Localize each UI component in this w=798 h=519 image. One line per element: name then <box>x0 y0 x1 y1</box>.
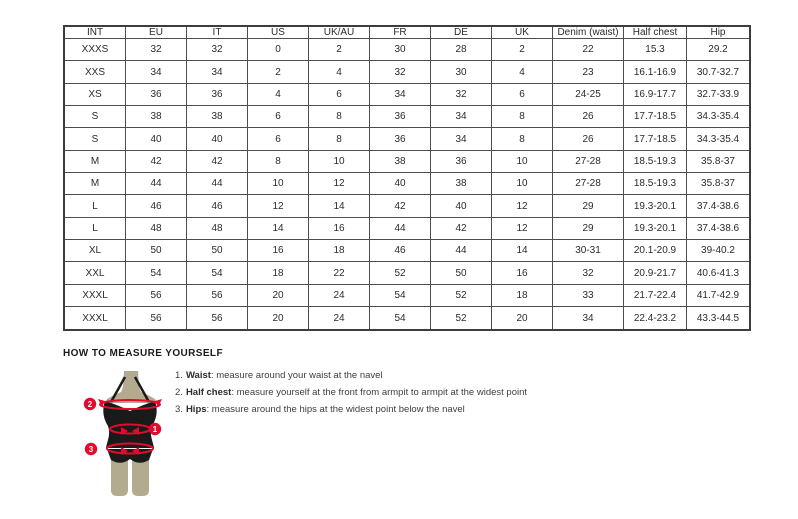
table-cell: 12 <box>248 195 309 217</box>
table-cell: 4 <box>248 83 309 105</box>
table-row <box>64 284 750 306</box>
table-cell: 10 <box>309 150 370 172</box>
table-cell: 48 <box>126 217 187 239</box>
table-cell: XXS <box>64 61 126 83</box>
table-cell: 8 <box>309 128 370 150</box>
table-cell: XXXS <box>64 39 126 61</box>
table-cell: 32 <box>370 61 431 83</box>
table-cell: 6 <box>492 83 553 105</box>
table-cell: 14 <box>309 195 370 217</box>
table-cell: 4 <box>309 61 370 83</box>
table-cell: 38 <box>187 106 248 128</box>
table-cell: 8 <box>248 150 309 172</box>
table-cell: 16.9-17.7 <box>624 83 687 105</box>
table-cell: 14 <box>248 217 309 239</box>
table-cell: 52 <box>370 262 431 284</box>
table-cell: 40 <box>126 128 187 150</box>
table-cell: 37.4-38.6 <box>687 195 751 217</box>
table-cell: 29 <box>553 217 624 239</box>
table-cell: 16 <box>492 262 553 284</box>
table-cell: 22 <box>553 39 624 61</box>
table-row <box>64 39 750 61</box>
table-cell: 17.7-18.5 <box>624 128 687 150</box>
table-cell: 40 <box>431 195 492 217</box>
table-cell: 20 <box>248 307 309 330</box>
table-cell: 32 <box>553 262 624 284</box>
table-cell: 39-40.2 <box>687 240 751 262</box>
table-cell: 16 <box>248 240 309 262</box>
table-cell: XXXL <box>64 307 126 330</box>
table-cell: 29.2 <box>687 39 751 61</box>
measure-section-title: HOW TO MEASURE YOURSELF <box>63 348 223 359</box>
step-number: 2. <box>175 386 183 398</box>
table-cell: 34 <box>187 61 248 83</box>
table-cell: 29 <box>553 195 624 217</box>
table-cell: M <box>64 173 126 195</box>
table-cell: XXL <box>64 262 126 284</box>
table-cell: 30-31 <box>553 240 624 262</box>
table-cell: 18 <box>248 262 309 284</box>
table-cell: XL <box>64 240 126 262</box>
table-cell: 50 <box>431 262 492 284</box>
table-cell: 34 <box>370 83 431 105</box>
table-cell: 2 <box>309 39 370 61</box>
table-cell: 8 <box>492 128 553 150</box>
table-cell: L <box>64 195 126 217</box>
table-cell: 4 <box>492 61 553 83</box>
table-cell: S <box>64 128 126 150</box>
measure-illustration <box>78 368 188 500</box>
table-cell: 46 <box>370 240 431 262</box>
table-row <box>64 128 750 150</box>
table-row <box>64 195 750 217</box>
table-cell: 8 <box>492 106 553 128</box>
mannequin-left-leg <box>111 459 128 496</box>
measure-steps <box>175 371 527 422</box>
half-chest-badge-number: 2 <box>87 400 93 409</box>
table-cell: 38 <box>126 106 187 128</box>
table-row <box>64 240 750 262</box>
table-cell: 52 <box>431 307 492 330</box>
table-cell: 18 <box>492 284 553 306</box>
table-cell: 21.7-22.4 <box>624 284 687 306</box>
column-header: Hip <box>687 26 751 39</box>
step-text: : measure yourself at the front from armpit to armpit at the widest point <box>231 386 528 398</box>
table-row <box>64 150 750 172</box>
table-cell: 24 <box>309 307 370 330</box>
column-header: Denim (waist) <box>553 26 624 39</box>
table-cell: 24-25 <box>553 83 624 105</box>
step-number: 3. <box>175 403 183 415</box>
table-cell: 6 <box>248 106 309 128</box>
table-cell: 10 <box>492 150 553 172</box>
table-cell: 34 <box>431 106 492 128</box>
table-row <box>64 307 750 330</box>
column-header: DE <box>431 26 492 39</box>
header-row <box>64 26 750 39</box>
table-cell: 32 <box>431 83 492 105</box>
table-cell: 36 <box>370 128 431 150</box>
table-cell: 32.7-33.9 <box>687 83 751 105</box>
table-cell: 46 <box>126 195 187 217</box>
table-cell: 22.4-23.2 <box>624 307 687 330</box>
mannequin-right-leg <box>132 459 149 496</box>
measure-step-waist <box>175 371 527 382</box>
column-header: UK/AU <box>309 26 370 39</box>
table-cell: 42 <box>370 195 431 217</box>
table-cell: S <box>64 106 126 128</box>
table-cell: 44 <box>431 240 492 262</box>
table-cell: 32 <box>187 39 248 61</box>
size-chart-body <box>64 39 750 331</box>
table-cell: 26 <box>553 128 624 150</box>
table-row <box>64 106 750 128</box>
table-cell: 41.7-42.9 <box>687 284 751 306</box>
table-cell: 36 <box>187 83 248 105</box>
table-cell: 42 <box>431 217 492 239</box>
table-cell: 20 <box>492 307 553 330</box>
table-cell: 48 <box>187 217 248 239</box>
table-cell: 20.9-21.7 <box>624 262 687 284</box>
column-header: US <box>248 26 309 39</box>
table-cell: 2 <box>492 39 553 61</box>
table-cell: 35.8-37 <box>687 150 751 172</box>
table-cell: 22 <box>309 262 370 284</box>
table-cell: 37.4-38.6 <box>687 217 751 239</box>
table-cell: 54 <box>370 307 431 330</box>
table-row <box>64 217 750 239</box>
column-header: IT <box>187 26 248 39</box>
table-cell: L <box>64 217 126 239</box>
table-cell: 34 <box>553 307 624 330</box>
table-cell: 50 <box>187 240 248 262</box>
step-label: Hips <box>185 403 207 415</box>
step-number: 1. <box>175 370 183 381</box>
table-cell: 30.7-32.7 <box>687 61 751 83</box>
table-cell: 54 <box>187 262 248 284</box>
table-cell: 12 <box>492 195 553 217</box>
table-cell: 14 <box>492 240 553 262</box>
table-cell: 10 <box>248 173 309 195</box>
table-cell: 36 <box>431 150 492 172</box>
table-cell: 44 <box>370 217 431 239</box>
table-cell: 46 <box>187 195 248 217</box>
table-cell: 20 <box>248 284 309 306</box>
column-header: Half chest <box>624 26 687 39</box>
table-cell: 28 <box>431 39 492 61</box>
table-cell: 36 <box>126 83 187 105</box>
table-cell: 18 <box>309 240 370 262</box>
table-cell: 16 <box>309 217 370 239</box>
table-cell: 6 <box>309 83 370 105</box>
table-cell: 54 <box>370 284 431 306</box>
table-cell: 42 <box>187 150 248 172</box>
size-chart-table <box>63 25 751 331</box>
table-cell: 30 <box>370 39 431 61</box>
table-cell: 12 <box>492 217 553 239</box>
table-row <box>64 61 750 83</box>
measure-step-hips <box>175 405 527 416</box>
table-cell: 42 <box>126 150 187 172</box>
mannequin-figure <box>78 368 188 500</box>
table-cell: 40 <box>187 128 248 150</box>
table-cell: 43.3-44.5 <box>687 307 751 330</box>
table-cell: 56 <box>187 307 248 330</box>
measure-step-half-chest <box>175 388 527 399</box>
table-cell: 56 <box>187 284 248 306</box>
table-cell: 34.3-35.4 <box>687 128 751 150</box>
table-row <box>64 83 750 105</box>
table-cell: 40 <box>370 173 431 195</box>
table-cell: 44 <box>187 173 248 195</box>
table-cell: 34.3-35.4 <box>687 106 751 128</box>
column-header: INT <box>64 26 126 39</box>
table-row <box>64 173 750 195</box>
table-cell: 19.3-20.1 <box>624 195 687 217</box>
step-text: : measure around your waist at the navel <box>210 370 383 381</box>
table-cell: 36 <box>370 106 431 128</box>
table-cell: 23 <box>553 61 624 83</box>
table-cell: 52 <box>431 284 492 306</box>
table-cell: 15.3 <box>624 39 687 61</box>
table-cell: 32 <box>126 39 187 61</box>
table-cell: 24 <box>309 284 370 306</box>
table-cell: 34 <box>126 61 187 83</box>
table-cell: 27-28 <box>553 173 624 195</box>
table-cell: XS <box>64 83 126 105</box>
waist-badge-number: 1 <box>152 425 158 434</box>
table-cell: 44 <box>126 173 187 195</box>
table-cell: 0 <box>248 39 309 61</box>
table-cell: 50 <box>126 240 187 262</box>
column-header: EU <box>126 26 187 39</box>
table-cell: 26 <box>553 106 624 128</box>
table-cell: 19.3-20.1 <box>624 217 687 239</box>
column-header: FR <box>370 26 431 39</box>
table-cell: M <box>64 150 126 172</box>
step-label: Waist <box>185 370 211 381</box>
table-cell: 10 <box>492 173 553 195</box>
table-cell: XXXL <box>64 284 126 306</box>
table-cell: 33 <box>553 284 624 306</box>
table-cell: 8 <box>309 106 370 128</box>
table-cell: 34 <box>431 128 492 150</box>
table-cell: 27-28 <box>553 150 624 172</box>
table-cell: 18.5-19.3 <box>624 173 687 195</box>
step-label: Half chest <box>185 386 232 398</box>
table-cell: 17.7-18.5 <box>624 106 687 128</box>
table-cell: 56 <box>126 307 187 330</box>
table-cell: 38 <box>370 150 431 172</box>
table-cell: 56 <box>126 284 187 306</box>
table-cell: 40.6-41.3 <box>687 262 751 284</box>
table-cell: 12 <box>309 173 370 195</box>
table-cell: 18.5-19.3 <box>624 150 687 172</box>
table-cell: 20.1-20.9 <box>624 240 687 262</box>
table-cell: 16.1-16.9 <box>624 61 687 83</box>
table-cell: 54 <box>126 262 187 284</box>
table-cell: 2 <box>248 61 309 83</box>
column-header: UK <box>492 26 553 39</box>
hips-badge-number: 3 <box>88 445 94 454</box>
table-cell: 6 <box>248 128 309 150</box>
table-cell: 38 <box>431 173 492 195</box>
size-chart-header <box>64 26 750 39</box>
table-cell: 35.8-37 <box>687 173 751 195</box>
table-row <box>64 262 750 284</box>
step-text: : measure around the hips at the widest point below the navel <box>206 403 465 415</box>
table-cell: 30 <box>431 61 492 83</box>
